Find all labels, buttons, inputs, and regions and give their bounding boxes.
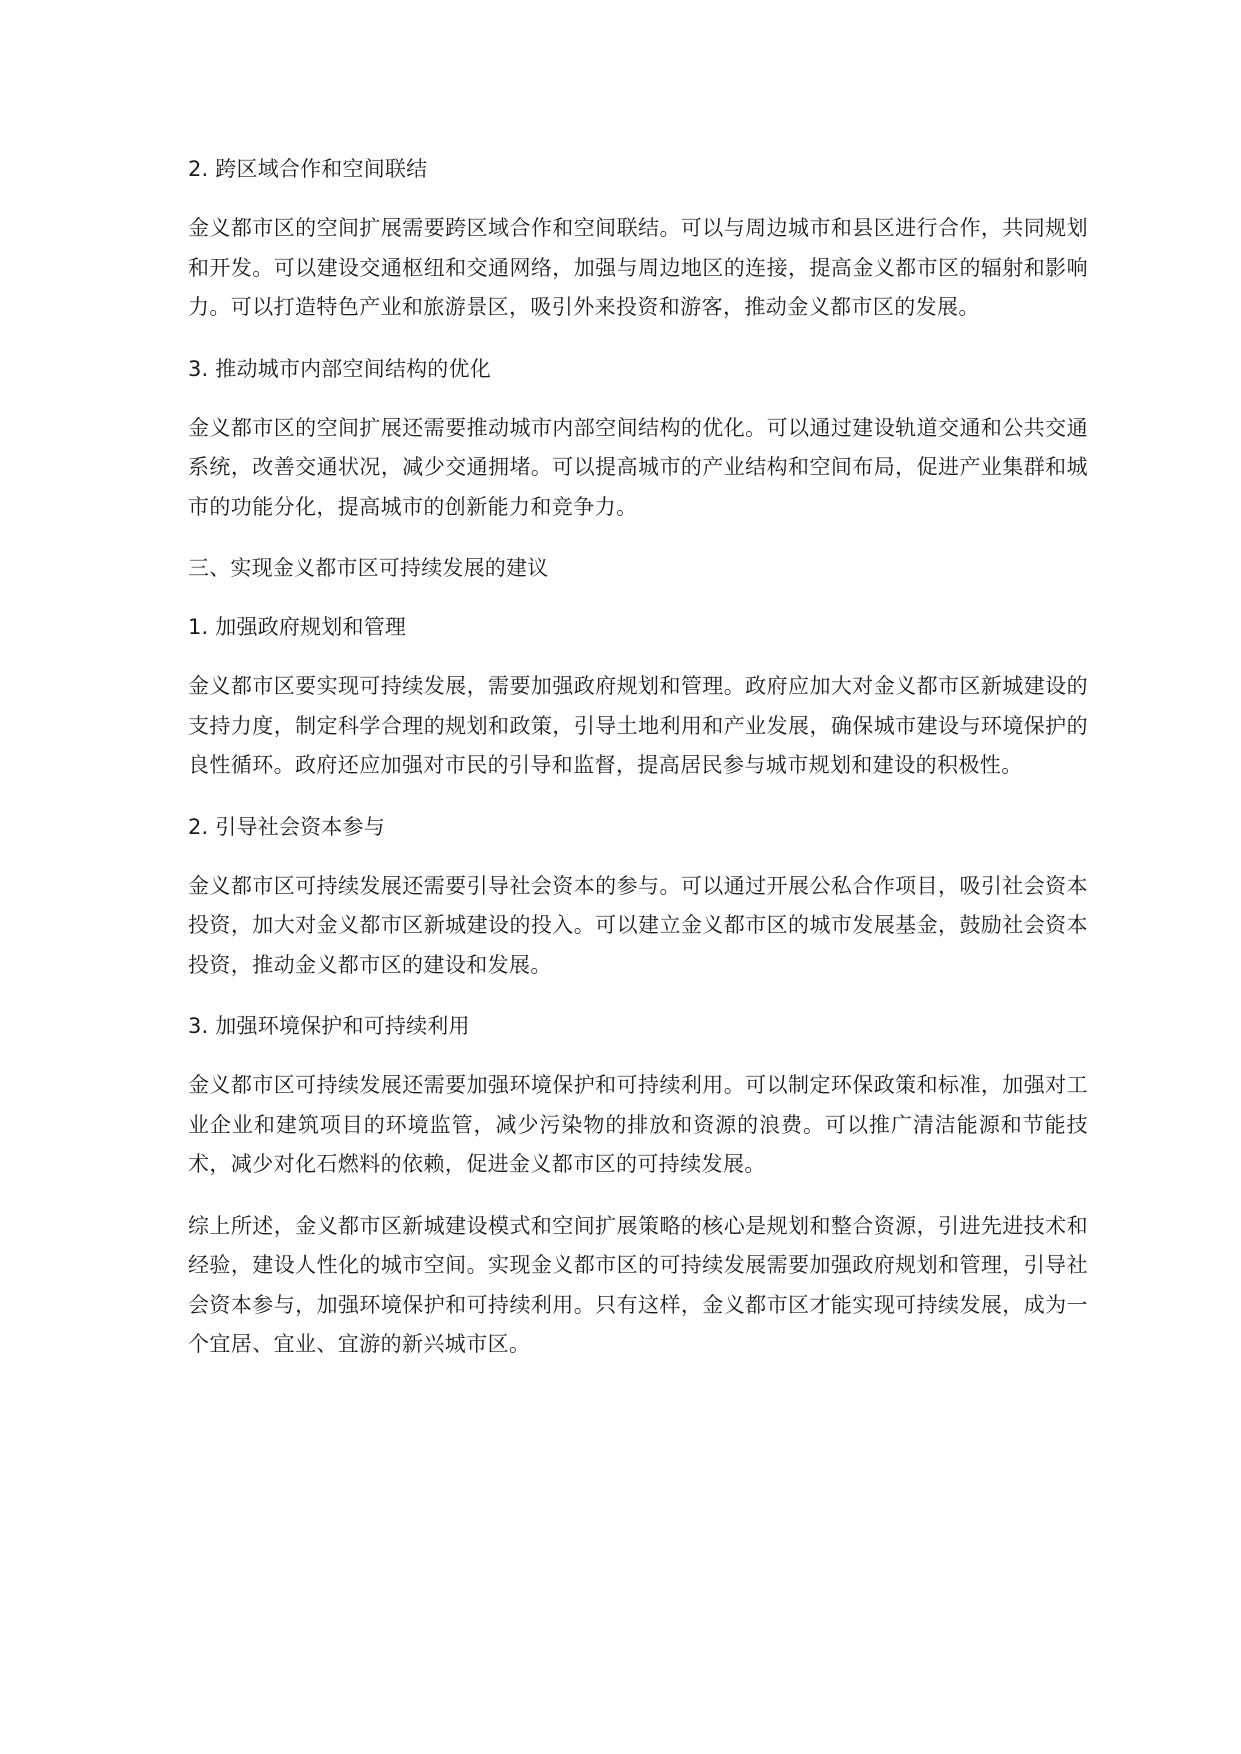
document-body <box>188 150 1088 1365</box>
chapter-heading-suggestions: 三、实现金义都市区可持续发展的建议 <box>188 556 549 580</box>
section-heading-internal-structure: 3. 推动城市内部空间结构的优化 <box>188 356 491 381</box>
section-heading-environment: 3. 加强环境保护和可持续利用 <box>188 1014 470 1038</box>
paragraph-social-capital: 金义都市区可持续发展还需要引导社会资本的参与。可以通过开展公私合作项目，吸引社会资本投资，加大对金义都市区新城建设的投入。可以建立金义都市区的城市发展基金，鼓励社会资本投资，推动金义都市区的建设和发展。 <box>188 873 1088 977</box>
paragraph-cross-region: 金义都市区的空间扩展需要跨区域合作和空间联结。可以与周边城市和县区进行合作，共同规划和开发。可以建设交通枢纽和交通网络，加强与周边地区的连接，提高金义都市区的辐射和影响力。可以打造特色产业和旅游景区，吸引外来投资和游客，推动金义都市区的发展。 <box>188 216 1088 319</box>
paragraph-environment: 金义都市区可持续发展还需要加强环境保护和可持续利用。可以制定环保政策和标准，加强对工业企业和建筑项目的环境监管，减少污染物的排放和资源的浪费。可以推广清洁能源和节能技术，减少对化石燃料的依赖，促进金义都市区的可持续发展。 <box>188 1073 1088 1176</box>
section-heading-social-capital: 2. 引导社会资本参与 <box>188 814 385 839</box>
paragraph-government-planning: 金义都市区要实现可持续发展，需要加强政府规划和管理。政府应加大对金义都市区新城建设的支持力度，制定科学合理的规划和政策，引导土地利用和产业发展，确保城市建设与环境保护的良性循环。政府还应加强对市民的引导和监督，提高居民参与城市规划和建设的积极性。 <box>188 674 1088 777</box>
paragraph-conclusion: 综上所述，金义都市区新城建设模式和空间扩展策略的核心是规划和整合资源，引进先进技术和经验，建设人性化的城市空间。实现金义都市区的可持续发展需要加强政府规划和管理，引导社会资本参与，加强环境保护和可持续利用。只有这样，金义都市区才能实现可持续发展，成为一个宜居、宜业、宜游的新兴城市区。 <box>188 1213 1088 1356</box>
paragraph-internal-structure: 金义都市区的空间扩展还需要推动城市内部空间结构的优化。可以通过建设轨道交通和公共交通系统，改善交通状况，减少交通拥堵。可以提高城市的产业结构和空间布局，促进产业集群和城市的功能分化，提高城市的创新能力和竞争力。 <box>188 415 1088 519</box>
section-heading-cross-region: 2. 跨区域合作和空间联结 <box>188 157 428 181</box>
section-heading-government-planning: 1. 加强政府规划和管理 <box>188 615 407 639</box>
